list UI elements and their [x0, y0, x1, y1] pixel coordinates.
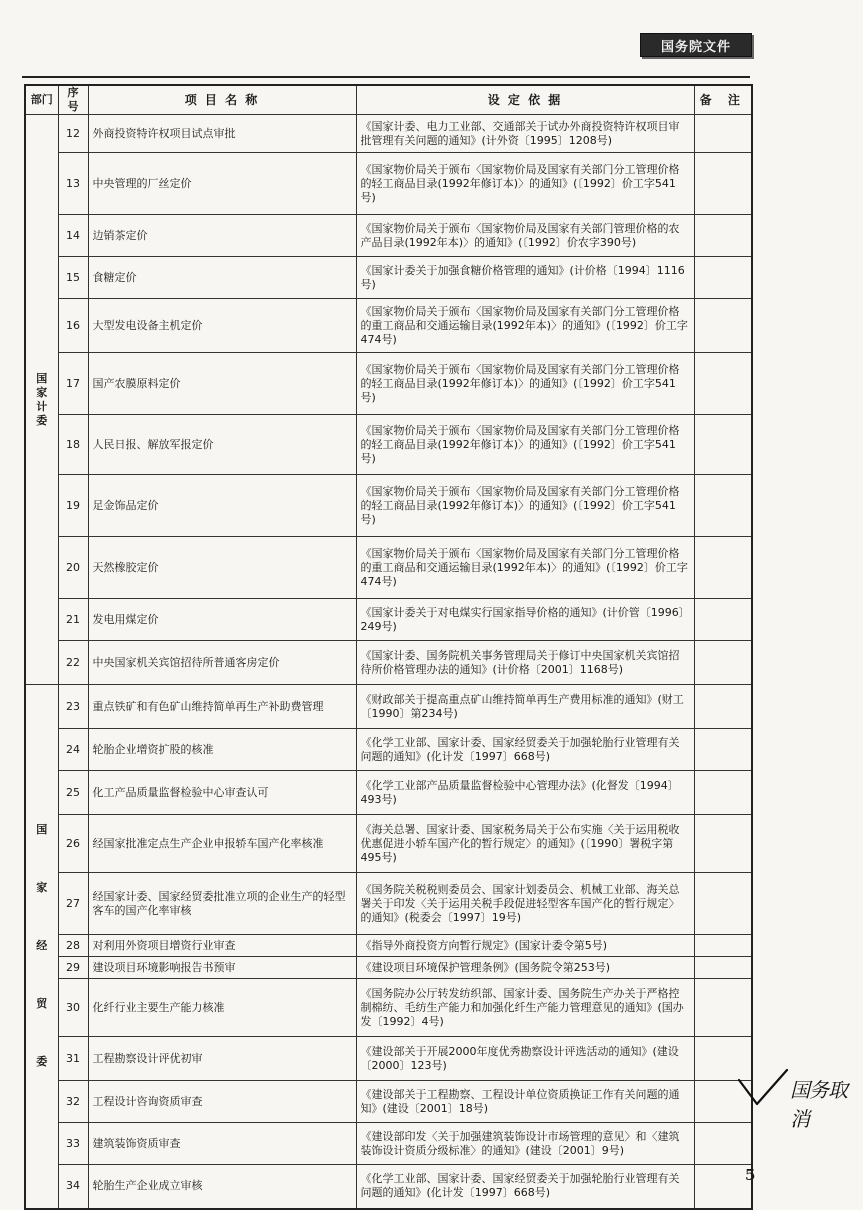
seq-cell: 15 [58, 257, 88, 299]
basis-cell: 《国家物价局关于颁布〈国家物价局及国家有关部门分工管理价格的重工商品和交通运输目录(1992年本)〉的通知》(〔1992〕价工字474号) [356, 299, 694, 353]
table-row [25, 729, 752, 771]
remark-cell [694, 599, 752, 641]
col-header-seq: 序号 [58, 85, 88, 115]
table-row [25, 353, 752, 415]
item-cell: 经国家计委、国家经贸委批准立项的企业生产的轻型客车的国产化率审核 [88, 873, 356, 935]
item-cell: 建筑装饰资质审查 [88, 1123, 356, 1165]
item-cell: 天然橡胶定价 [88, 537, 356, 599]
item-cell: 建设项目环境影响报告书预审 [88, 957, 356, 979]
basis-cell: 《国家计委、国务院机关事务管理局关于修订中央国家机关宾馆招待所价格管理办法的通知》(计价格〔2001〕1168号) [356, 641, 694, 685]
basis-cell: 《建设部关于工程勘察、工程设计单位资质换证工作有关问题的通知》(建设〔2001〕18号) [356, 1081, 694, 1123]
seq-cell: 29 [58, 957, 88, 979]
table-row [25, 771, 752, 815]
col-header-remark: 备 注 [694, 85, 752, 115]
seq-cell: 18 [58, 415, 88, 475]
table-row [25, 415, 752, 475]
remark-cell [694, 873, 752, 935]
seq-cell: 26 [58, 815, 88, 873]
item-cell: 发电用煤定价 [88, 599, 356, 641]
dept-cell-economic-trade: 国 家 经 贸 委 [25, 685, 58, 1209]
remark-cell [694, 771, 752, 815]
remark-cell [694, 979, 752, 1037]
item-cell: 中央管理的厂丝定价 [88, 153, 356, 215]
table-row [25, 1165, 752, 1209]
remark-cell [694, 475, 752, 537]
basis-cell: 《国家物价局关于颁布〈国家物价局及国家有关部门分工管理价格的轻工商品目录(1992年修订本)〉的通知》(〔1992〕价工字541号) [356, 353, 694, 415]
item-cell: 外商投资特许权项目试点审批 [88, 115, 356, 153]
basis-cell: 《国家计委关于对电煤实行国家指导价格的通知》(计价管〔1996〕249号) [356, 599, 694, 641]
item-cell: 食糖定价 [88, 257, 356, 299]
table-row [25, 599, 752, 641]
table-row [25, 685, 752, 729]
handwritten-note: 国务取消 [790, 1078, 847, 1131]
col-header-item: 项 目 名 称 [88, 85, 356, 115]
table-row [25, 873, 752, 935]
item-cell: 边销茶定价 [88, 215, 356, 257]
remark-cell [694, 115, 752, 153]
basis-cell: 《化学工业部、国家计委、国家经贸委关于加强轮胎行业管理有关问题的通知》(化计发〔1997〕668号) [356, 1165, 694, 1209]
seq-cell: 21 [58, 599, 88, 641]
item-cell: 经国家批准定点生产企业申报轿车国产化率核准 [88, 815, 356, 873]
table-row [25, 935, 752, 957]
seq-cell: 22 [58, 641, 88, 685]
seq-cell: 16 [58, 299, 88, 353]
basis-cell: 《指导外商投资方向暂行规定》(国家计委令第5号) [356, 935, 694, 957]
basis-cell: 《国家物价局关于颁布〈国家物价局及国家有关部门分工管理价格的轻工商品目录(1992年修订本)〉的通知》(〔1992〕价工字541号) [356, 475, 694, 537]
remark-cell [694, 153, 752, 215]
seq-cell: 27 [58, 873, 88, 935]
item-cell: 工程勘察设计评优初审 [88, 1037, 356, 1081]
item-cell: 国产农膜原料定价 [88, 353, 356, 415]
remark-cell [694, 257, 752, 299]
item-cell: 足金饰品定价 [88, 475, 356, 537]
basis-cell: 《海关总署、国家计委、国家税务局关于公布实施〈关于运用税收优惠促进小轿车国产化的暂行规定〉的通知》(〔1990〕署税字第495号) [356, 815, 694, 873]
seq-cell: 33 [58, 1123, 88, 1165]
remark-cell [694, 1123, 752, 1165]
table-row [25, 475, 752, 537]
seq-cell: 12 [58, 115, 88, 153]
item-cell: 人民日报、解放军报定价 [88, 415, 356, 475]
item-cell: 重点铁矿和有色矿山维持简单再生产补助费管理 [88, 685, 356, 729]
remark-cell [694, 215, 752, 257]
table-row [25, 215, 752, 257]
basis-cell: 《化学工业部、国家计委、国家经贸委关于加强轮胎行业管理有关问题的通知》(化计发〔1997〕668号) [356, 729, 694, 771]
table-row [25, 1081, 752, 1123]
table-row [25, 299, 752, 353]
item-cell: 中央国家机关宾馆招待所普通客房定价 [88, 641, 356, 685]
remark-cell [694, 299, 752, 353]
col-header-dept: 部门 [25, 85, 58, 115]
seq-cell: 30 [58, 979, 88, 1037]
remark-cell [694, 815, 752, 873]
seq-cell: 25 [58, 771, 88, 815]
remark-cell [694, 935, 752, 957]
document-badge: 国务院文件 [640, 33, 752, 57]
item-cell: 工程设计咨询资质审查 [88, 1081, 356, 1123]
seq-cell: 32 [58, 1081, 88, 1123]
seq-cell: 28 [58, 935, 88, 957]
item-cell: 对利用外资项目增资行业审查 [88, 935, 356, 957]
table-row [25, 979, 752, 1037]
basis-cell: 《国务院关税税则委员会、国家计划委员会、机械工业部、海关总署关于印发〈关于运用关税手段促进轻型客车国产化的暂行规定〉的通知》(税委会〔1997〕19号) [356, 873, 694, 935]
item-cell: 化纤行业主要生产能力核准 [88, 979, 356, 1037]
basis-cell: 《建设项目环境保护管理条例》(国务院令第253号) [356, 957, 694, 979]
seq-cell: 19 [58, 475, 88, 537]
basis-cell: 《化学工业部产品质量监督检验中心管理办法》(化督发〔1994〕493号) [356, 771, 694, 815]
table-row [25, 537, 752, 599]
remark-cell [694, 353, 752, 415]
item-cell: 轮胎企业增资扩股的核准 [88, 729, 356, 771]
seq-cell: 23 [58, 685, 88, 729]
remark-cell [694, 415, 752, 475]
basis-cell: 《财政部关于提高重点矿山维持简单再生产费用标准的通知》(财工〔1990〕第234号) [356, 685, 694, 729]
remark-cell [694, 641, 752, 685]
seq-cell: 31 [58, 1037, 88, 1081]
basis-cell: 《国家计委关于加强食糖价格管理的通知》(计价格〔1994〕1116号) [356, 257, 694, 299]
remark-cell [694, 1165, 752, 1209]
table-row [25, 257, 752, 299]
basis-cell: 《建设部印发〈关于加强建筑装饰设计市场管理的意见〉和〈建筑装饰设计资质分级标准〉的通知》(建设〔2001〕9号) [356, 1123, 694, 1165]
col-header-basis: 设 定 依 据 [356, 85, 694, 115]
table-row [25, 153, 752, 215]
table-row [25, 641, 752, 685]
table-row [25, 1037, 752, 1081]
seq-cell: 24 [58, 729, 88, 771]
seq-cell: 34 [58, 1165, 88, 1209]
checkmark-icon [733, 1066, 793, 1110]
remark-cell [694, 537, 752, 599]
basis-cell: 《国家物价局关于颁布〈国家物价局及国家有关部门分工管理价格的轻工商品目录(1992年修订本)〉的通知》(〔1992〕价工字541号) [356, 153, 694, 215]
basis-cell: 《国务院办公厅转发纺织部、国家计委、国务院生产办关于严格控制棉纺、毛纺生产能力和加强化纤生产能力管理意见的通知》(国办发〔1992〕4号) [356, 979, 694, 1037]
item-cell: 轮胎生产企业成立审核 [88, 1165, 356, 1209]
basis-cell: 《国家物价局关于颁布〈国家物价局及国家有关部门分工管理价格的重工商品和交通运输目录(1992年本)〉的通知》(〔1992〕价工字474号) [356, 537, 694, 599]
item-cell: 大型发电设备主机定价 [88, 299, 356, 353]
basis-cell: 《国家物价局关于颁布〈国家物价局及国家有关部门管理价格的农产品目录(1992年本)〉的通知》(〔1992〕价农字390号) [356, 215, 694, 257]
basis-cell: 《建设部关于开展2000年度优秀勘察设计评选活动的通知》(建设〔2000〕123号) [356, 1037, 694, 1081]
seq-cell: 17 [58, 353, 88, 415]
seq-cell: 13 [58, 153, 88, 215]
page-number: 5 [745, 1166, 756, 1184]
dept-cell-planning: 国 家 计 委 [25, 115, 58, 685]
remark-cell [694, 957, 752, 979]
item-cell: 化工产品质量监督检验中心审查认可 [88, 771, 356, 815]
basis-cell: 《国家物价局关于颁布〈国家物价局及国家有关部门分工管理价格的轻工商品目录(1992年修订本)〉的通知》(〔1992〕价工字541号) [356, 415, 694, 475]
approval-items-table [24, 84, 756, 1210]
table-row [25, 115, 752, 153]
table-row [25, 1123, 752, 1165]
header-rule [22, 76, 750, 78]
table-header-row [25, 85, 752, 115]
remark-cell [694, 729, 752, 771]
seq-cell: 14 [58, 215, 88, 257]
remark-cell [694, 685, 752, 729]
table-row [25, 815, 752, 873]
table-row [25, 957, 752, 979]
basis-cell: 《国家计委、电力工业部、交通部关于试办外商投资特许权项目审批管理有关问题的通知》(计外资〔1995〕1208号) [356, 115, 694, 153]
seq-cell: 20 [58, 537, 88, 599]
